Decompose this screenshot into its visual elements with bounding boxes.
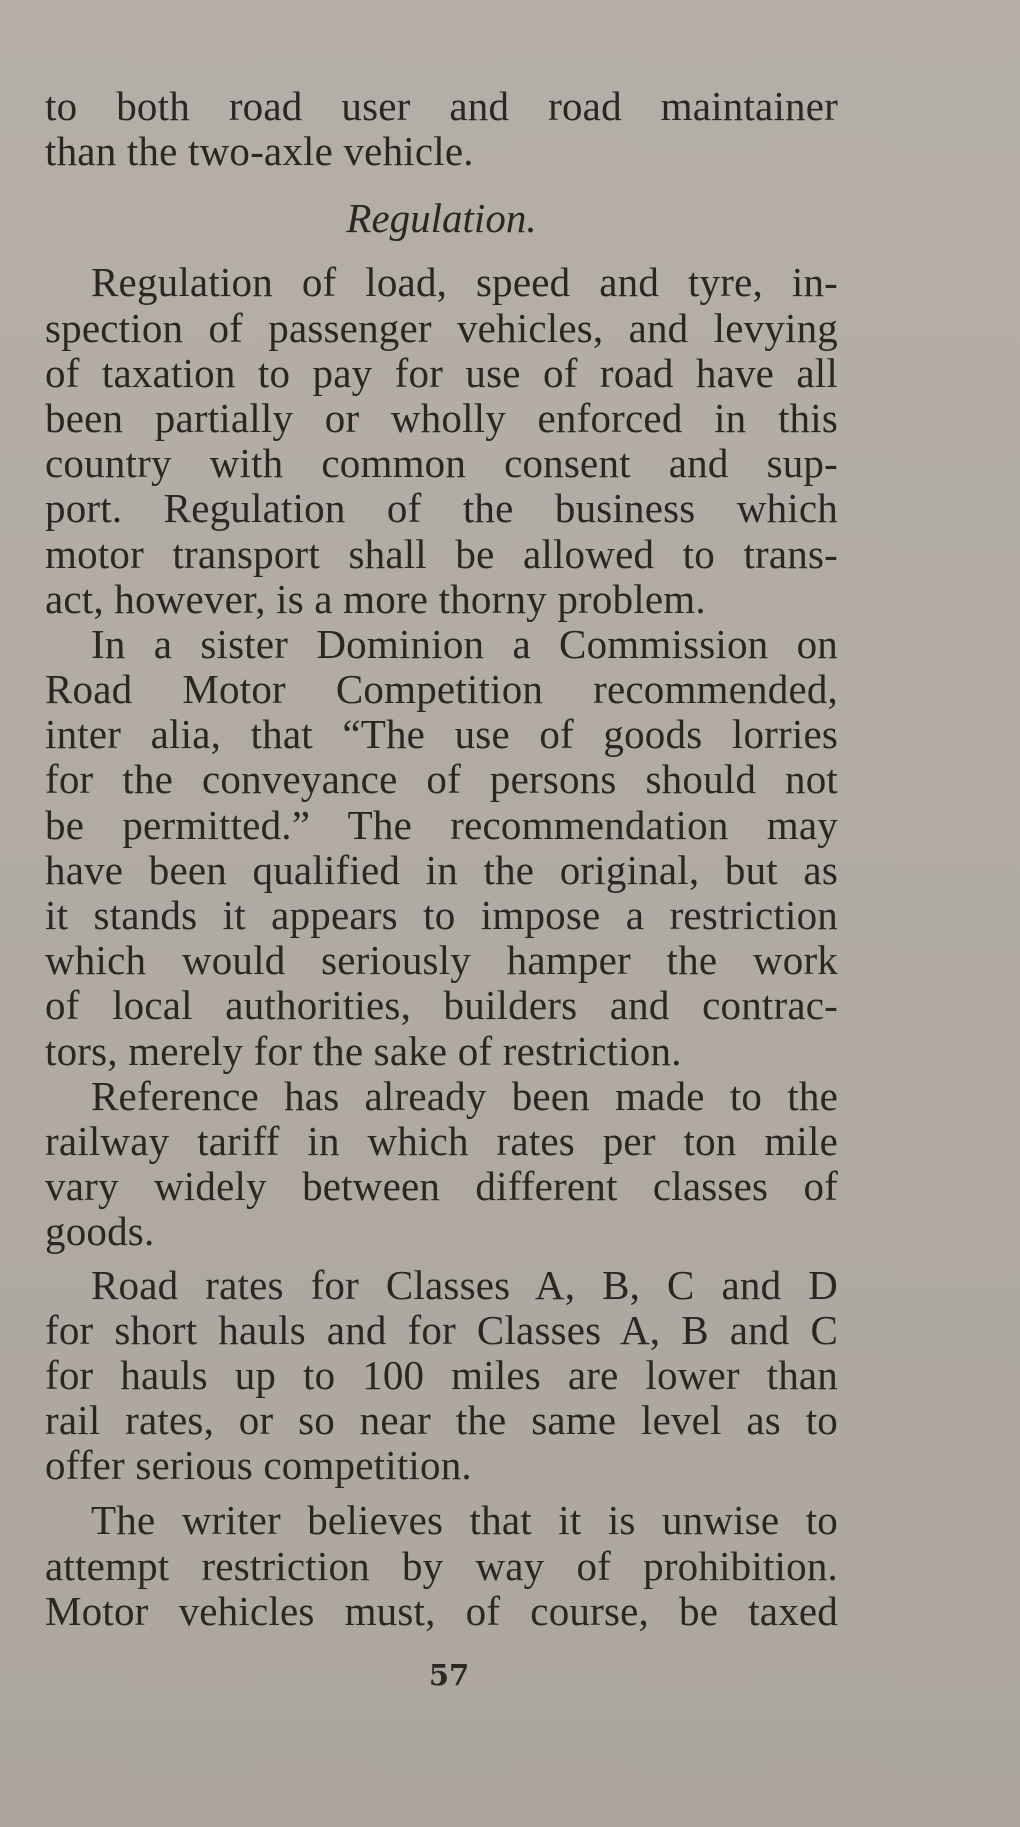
text-line: for short hauls and for Classes A, B and C	[45, 1306, 838, 1353]
text-line: Motor vehicles must, of course, be taxed	[45, 1587, 838, 1634]
text-line: which would seriously hamper the work	[45, 937, 838, 984]
text-line: attempt restriction by way of prohibition.	[45, 1542, 838, 1589]
text-line: act, however, is a more thorny problem.	[45, 575, 706, 622]
text-line: goods.	[45, 1208, 155, 1255]
text-line: of local authorities, builders and contrac-	[45, 982, 838, 1029]
text-line: be permitted.” The recommendation may	[45, 801, 838, 848]
text-line: have been qualified in the original, but as	[45, 846, 838, 893]
text-line: to both road user and road maintainer	[45, 83, 838, 129]
paragraph-2	[45, 622, 838, 1074]
text-line: port. Regulation of the business which	[45, 485, 838, 532]
text-line: for hauls up to 100 miles are lower than	[45, 1351, 838, 1398]
text-line: vary widely between different classes of	[45, 1163, 838, 1210]
text-line: spection of passenger vehicles, and levying	[45, 304, 838, 351]
page-number: 57	[428, 1658, 470, 1692]
text-line: Reference has already been made to the	[91, 1072, 838, 1119]
text-line: Road rates for Classes A, B, C and D	[91, 1261, 838, 1308]
text-line: for the conveyance of persons should not	[45, 756, 838, 803]
text-line: it stands it appears to impose a restriction	[45, 892, 838, 938]
text-line: rail rates, or so near the same level as to	[45, 1397, 838, 1444]
text-line: country with common consent and sup-	[45, 440, 838, 487]
paragraph-1	[45, 260, 838, 622]
text-line: Regulation of load, speed and tyre, in-	[91, 259, 838, 306]
intro-text	[45, 84, 838, 174]
section-heading: Regulation.	[346, 195, 537, 242]
paragraph-3	[45, 1074, 838, 1255]
text-line: tors, merely for the sake of restriction.	[45, 1027, 682, 1074]
paragraph-5	[45, 1498, 838, 1634]
paragraph-4	[45, 1263, 838, 1489]
text-line: than the two-axle vehicle.	[45, 128, 474, 175]
text-line: The writer believes that it is unwise to	[91, 1497, 838, 1544]
text-line: been partially or wholly enforced in this	[45, 394, 838, 441]
text-line: Road Motor Competition recommended,	[45, 666, 838, 713]
text-line: inter alia, that “The use of goods lorries	[45, 711, 838, 758]
text-line: motor transport shall be allowed to trans-	[45, 530, 838, 577]
text-line: railway tariff in which rates per ton mile	[45, 1117, 838, 1164]
text-line: of taxation to pay for use of road have all	[45, 349, 838, 396]
text-line: In a sister Dominion a Commission on	[91, 620, 838, 667]
text-line: offer serious competition.	[45, 1442, 472, 1489]
page-body	[45, 84, 838, 1634]
